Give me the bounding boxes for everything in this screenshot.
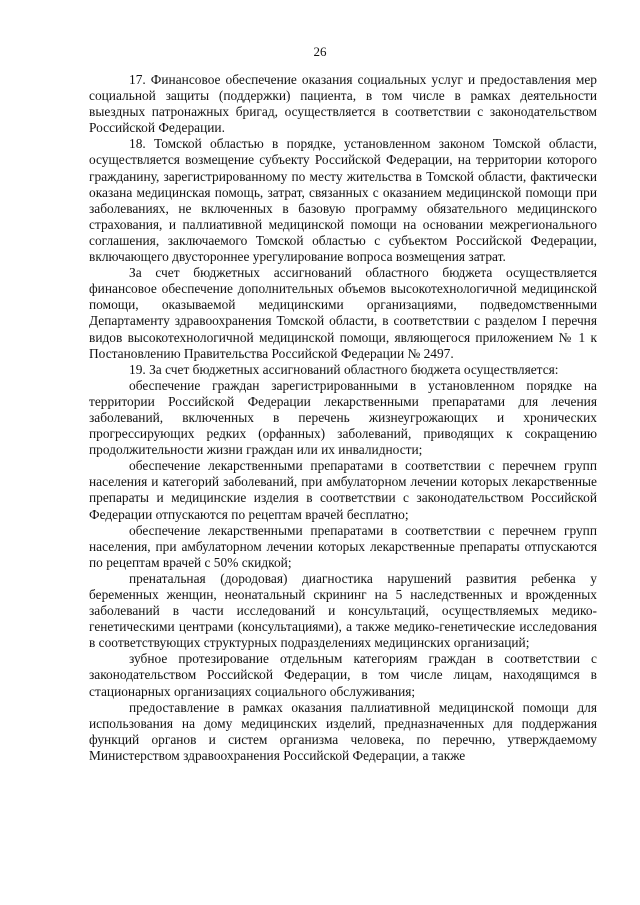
paragraph-discount-prescription-drugs: обеспечение лекарственными препаратами в соответствии с перечнем групп населения, при амбулаторном лечении которых лекарственные препараты отпускаются по рецептам врачей с 50% скидкой;	[89, 522, 597, 570]
body-text	[89, 72, 597, 764]
paragraph-18: 18. Томской областью в порядке, установленном законом Томской области, осуществляется возмещение субъекту Российской Федерации, на территории которого гражданину, зарегистрированному по месту жительства в Томской области, фактически оказана медицинская помощь, затрат, связанных с оказанием медицинской помощи при заболеваниях, не включенных в базовую программу обязательного медицинского страхования, и паллиативной медицинской помощи на основании межрегионального соглашения, заключаемого Томской областью с субъектом Российской Федерации, включающего двустороннее урегулирование вопроса возмещения затрат.	[89, 136, 597, 265]
paragraph-19: 19. За счет бюджетных ассигнований областного бюджета осуществляется:	[129, 361, 559, 377]
paragraph-palliative-medical-devices: предоставление в рамках оказания паллиативной медицинской помощи для использования на дому медицинских изделий, предназначенных для поддержания функций органов и систем организма человека, по перечню, утверждаемому Министерством здравоохранения Российской Федерации, а также	[89, 699, 597, 763]
paragraph-orphan-diseases-drugs: обеспечение граждан зарегистрированными в установленном порядке на территории Российской Федерации лекарственными препаратами для лечения заболеваний, включенных в перечень жизнеугрожающих и хронических прогрессирующих редких (орфанных) заболеваний, приводящих к сокращению продолжительности жизни граждан или их инвалидности;	[89, 377, 597, 458]
paragraph-free-prescription-drugs: обеспечение лекарственными препаратами в соответствии с перечнем групп населения и категорий заболеваний, при амбулаторном лечении которых лекарственные препараты и медицинские изделия в соответствии с законодательством Российской Федерации отпускаются по рецептам врачей бесплатно;	[89, 458, 597, 522]
paragraph-17: 17. Финансовое обеспечение оказания социальных услуг и предоставления мер социальной защиты (поддержки) пациента, в том числе в рамках деятельности выездных патронажных бригад, осуществляется в соответствии с законодательством Российской Федерации.	[89, 72, 597, 136]
page-number: 26	[313, 44, 327, 59]
paragraph-dental-prosthetics: зубное протезирование отдельным категориям граждан в соответствии с законодательством Российской Федерации, в том числе лицам, находящимся в стационарных организациях социального обслуживания;	[89, 651, 597, 699]
paragraph-high-tech-care-funding: За счет бюджетных ассигнований областного бюджета осуществляется финансовое обеспечение дополнительных объемов высокотехнологичной медицинской помощи, оказываемой медицинскими организациями, подведомственными Департаменту здравоохранения Томской области, в соответствии с разделом I перечня видов высокотехнологичной медицинской помощи, являющегося приложением № 1 к Постановлению Правительства Российской Федерации № 2497.	[89, 265, 597, 361]
paragraph-prenatal-diagnostics: пренатальная (дородовая) диагностика нарушений развития ребенка у беременных женщин, неонатальный скрининг на 5 наследственных и врожденных заболеваний в части исследований и консультаций, осуществляемых медико-генетическими центрами (консультациями), а также медико-генетические исследования в соответствующих структурных подразделениях медицинских организаций;	[89, 570, 597, 651]
